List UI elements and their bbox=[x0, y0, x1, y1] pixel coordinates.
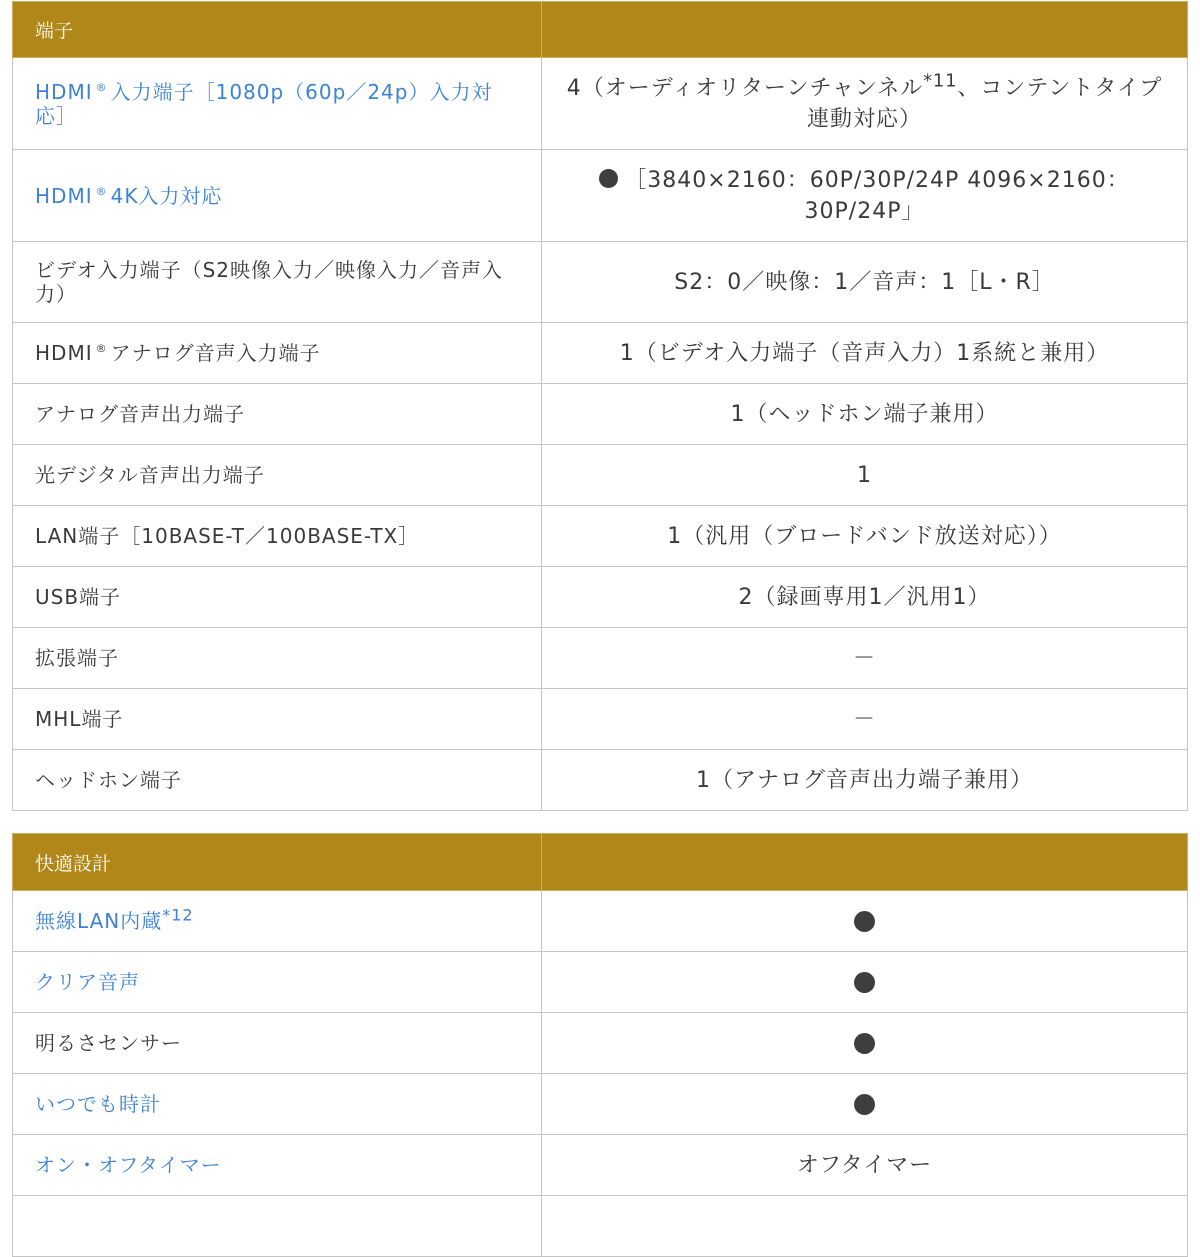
table-row bbox=[13, 1135, 1188, 1196]
row-value: 1（汎用（ブロードバンド放送対応）） bbox=[542, 506, 1188, 567]
row-value bbox=[542, 1013, 1188, 1074]
row-label: LAN端子［10BASE-T／100BASE-TX］ bbox=[13, 506, 542, 567]
row-value: － bbox=[542, 689, 1188, 750]
row-label: MHL端子 bbox=[13, 689, 542, 750]
table-header-row bbox=[13, 2, 1188, 58]
table-header-label: 端子 bbox=[13, 2, 542, 58]
row-value: 4（オーディオリターンチャンネル$^{*11}$、コンテントタイプ連動対応） bbox=[542, 58, 1188, 150]
row-value: オフタイマー bbox=[542, 1135, 1188, 1196]
row-value: 1（ビデオ入力端子（音声入力）1系統と兼用） bbox=[542, 323, 1188, 384]
table-row bbox=[13, 150, 1188, 242]
row-value: ［3840×2160：60P/30P/24P 4096×2160：30P/24P」 bbox=[542, 150, 1188, 242]
row-label: 明るさセンサー bbox=[13, 1013, 542, 1074]
spec-table-comfort bbox=[12, 833, 1188, 1257]
row-label-link[interactable]: HDMI ® 入力端子［1080p（60p／24p）入力対応］ bbox=[13, 58, 542, 150]
black-circle-icon bbox=[599, 169, 618, 188]
black-circle-icon bbox=[854, 1094, 875, 1115]
table-row bbox=[13, 506, 1188, 567]
row-value: 1（アナログ音声出力端子兼用） bbox=[542, 750, 1188, 811]
table-header-empty bbox=[542, 834, 1188, 891]
row-label bbox=[13, 1196, 542, 1257]
table-row bbox=[13, 323, 1188, 384]
row-value: S2：0／映像：1／音声：1［L・R］ bbox=[542, 242, 1188, 323]
row-label: USB端子 bbox=[13, 567, 542, 628]
row-label: ヘッドホン端子 bbox=[13, 750, 542, 811]
table-row bbox=[13, 750, 1188, 811]
table-row bbox=[13, 1074, 1188, 1135]
table-row bbox=[13, 689, 1188, 750]
table-header-label: 快適設計 bbox=[13, 834, 542, 891]
table-row bbox=[13, 384, 1188, 445]
table-row bbox=[13, 1196, 1188, 1257]
table-row bbox=[13, 952, 1188, 1013]
black-circle-icon bbox=[854, 1033, 875, 1054]
row-label: 光デジタル音声出力端子 bbox=[13, 445, 542, 506]
table-row bbox=[13, 891, 1188, 952]
table-row bbox=[13, 58, 1188, 150]
row-label-link[interactable]: オン・オフタイマー bbox=[13, 1135, 542, 1196]
table-row bbox=[13, 445, 1188, 506]
row-label-link[interactable]: いつでも時計 bbox=[13, 1074, 542, 1135]
table-header-empty bbox=[542, 2, 1188, 58]
row-label: HDMI ® アナログ音声入力端子 bbox=[13, 323, 542, 384]
row-label: アナログ音声出力端子 bbox=[13, 384, 542, 445]
row-label: ビデオ入力端子（S2映像入力／映像入力／音声入力） bbox=[13, 242, 542, 323]
row-value: 2（録画専用1／汎用1） bbox=[542, 567, 1188, 628]
table-row bbox=[13, 628, 1188, 689]
row-label-link[interactable]: HDMI ® 4K入力対応 bbox=[13, 150, 542, 242]
spec-table-terminals bbox=[12, 1, 1188, 811]
row-value: － bbox=[542, 628, 1188, 689]
row-value bbox=[542, 891, 1188, 952]
table-row bbox=[13, 242, 1188, 323]
row-value bbox=[542, 1196, 1188, 1257]
row-label-link[interactable]: 無線LAN内蔵$^{*12}$ bbox=[13, 891, 542, 952]
table-row bbox=[13, 567, 1188, 628]
row-value bbox=[542, 952, 1188, 1013]
row-value bbox=[542, 1074, 1188, 1135]
row-label-link[interactable]: クリア音声 bbox=[13, 952, 542, 1013]
row-label: 拡張端子 bbox=[13, 628, 542, 689]
row-value: 1 bbox=[542, 445, 1188, 506]
row-value: 1（ヘッドホン端子兼用） bbox=[542, 384, 1188, 445]
black-circle-icon bbox=[854, 972, 875, 993]
table-row bbox=[13, 1013, 1188, 1074]
black-circle-icon bbox=[854, 911, 875, 932]
table-header-row bbox=[13, 834, 1188, 891]
